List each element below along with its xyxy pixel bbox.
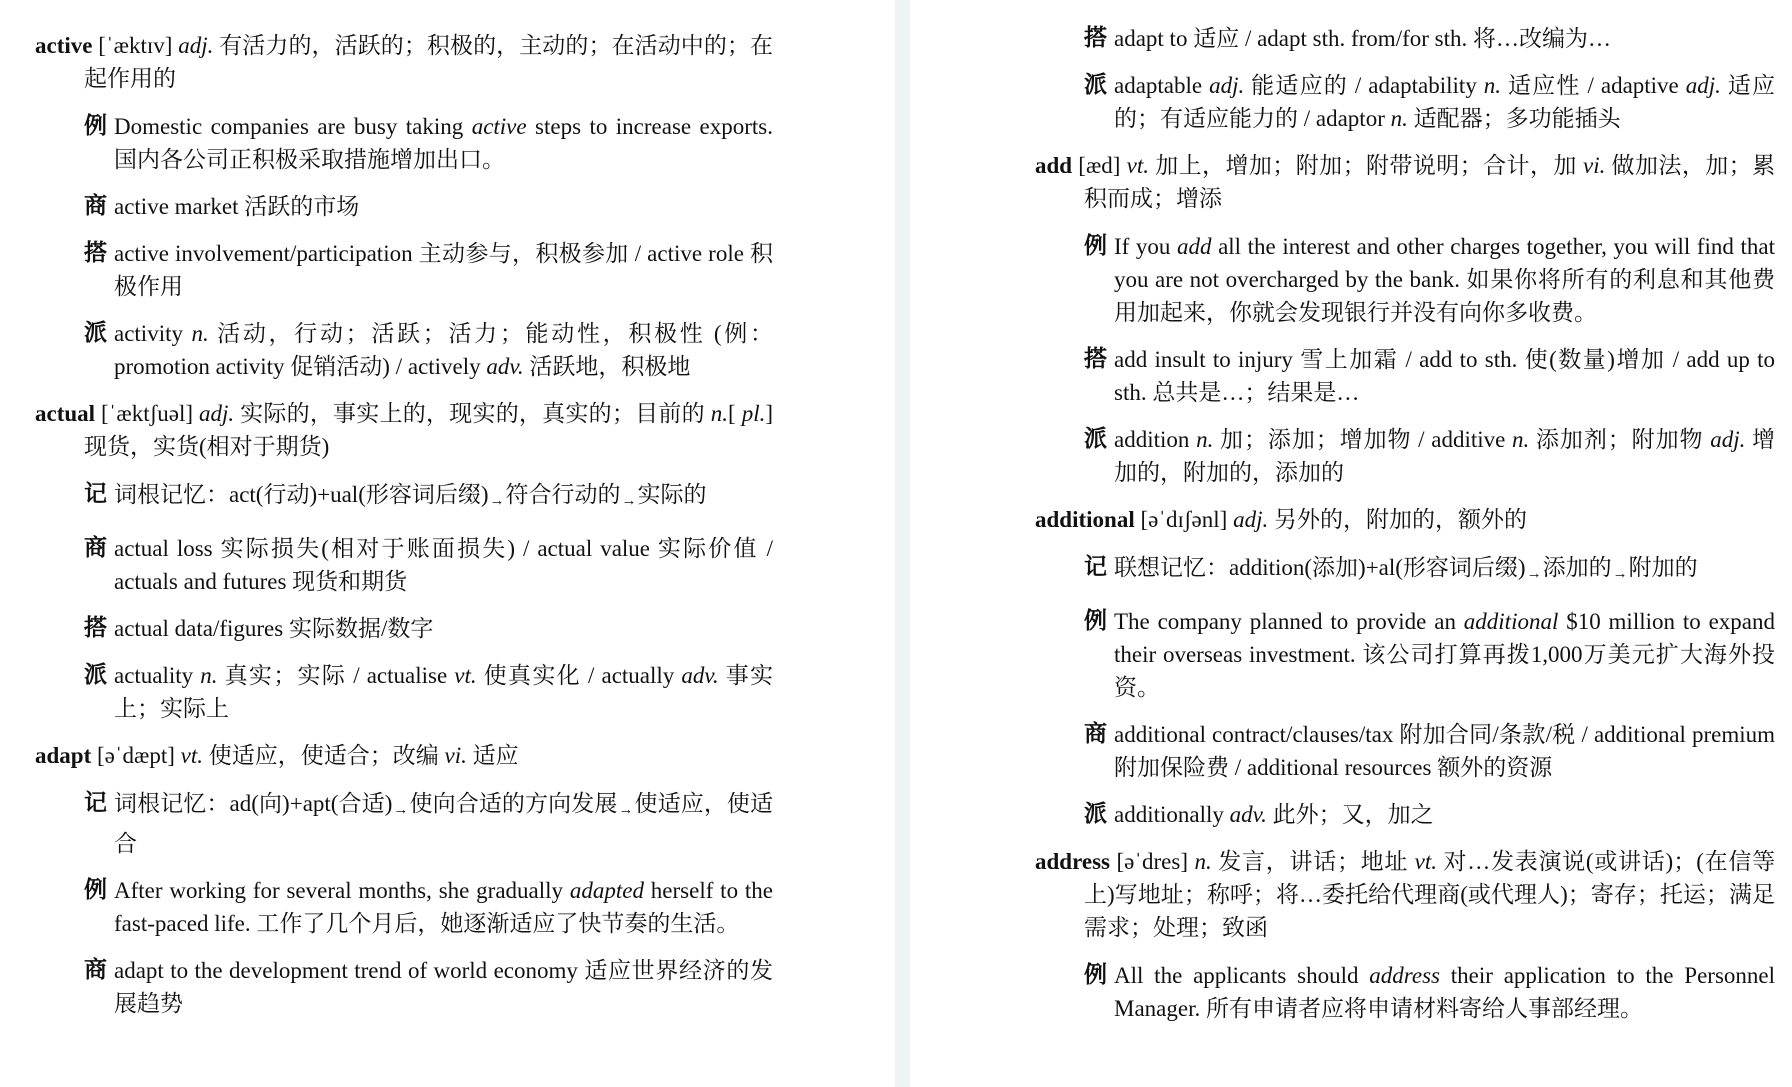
part-of-speech: vt.: [180, 743, 204, 768]
entry-block: [1035, 149, 1775, 489]
text-segment: their application to the Personnel Manager. 所有申请者应将申请材料寄给人事部经理。: [1114, 963, 1775, 1021]
text-segment: 使向合适的方向发展: [409, 791, 618, 816]
entry-block: [1035, 503, 1775, 831]
sense-label: 派: [84, 320, 107, 346]
sense-label: 派: [1084, 801, 1107, 827]
italic-segment: n.: [1512, 427, 1530, 452]
sense-business: [84, 954, 773, 1020]
sense-text: [1114, 234, 1775, 325]
sense-text: [1114, 802, 1434, 827]
sense-derivative: [1084, 423, 1775, 489]
italic-segment: adv.: [486, 354, 524, 379]
part-of-speech: n.: [710, 401, 729, 426]
entry-adapt: [35, 739, 773, 772]
text-segment: all the interest and other charges together, you will find that you are not overcharged by the bank. 如果你将所有的利息和其他费用加起来，你就会发现银行并没有向你多收费。: [1114, 234, 1776, 325]
sense-text: [1114, 609, 1775, 700]
sense-collocation: [1084, 343, 1775, 409]
sense-text: [114, 482, 707, 507]
text-segment: 联想记忆：addition(添加)+al(形容词后缀): [1114, 555, 1526, 580]
sense-example: [1084, 605, 1775, 704]
phonetic: [æd]: [1078, 153, 1121, 178]
sense-derivative: [84, 317, 773, 383]
text-segment: 添加的: [1542, 555, 1612, 580]
entry-block: [35, 29, 773, 383]
part-of-speech: vi.: [1583, 153, 1606, 178]
entry-block: [1035, 845, 1775, 1025]
right-page: [910, 0, 1792, 1087]
text-segment: herself to the fast-paced life. 工作了几个月后，她逐渐适应了快节奏的生活。: [114, 878, 773, 936]
text-segment: activity: [114, 321, 192, 346]
text-segment: The company planned to provide an: [1114, 609, 1464, 634]
part-of-speech: n.: [1194, 849, 1212, 874]
text-segment: Domestic companies are busy taking: [114, 114, 472, 139]
headword: additional: [1035, 507, 1135, 532]
text-segment: 符合行动的: [505, 482, 621, 507]
sense-business: [1084, 718, 1775, 784]
part-of-speech: vt.: [1126, 153, 1149, 178]
phonetic: [əˈdɪʃənl]: [1140, 507, 1228, 532]
text-segment: 能适应的 / adaptability: [1244, 73, 1484, 98]
sense-text: [1114, 427, 1775, 485]
sense-collocation: [84, 237, 773, 303]
sense-memory: [84, 787, 773, 860]
sense-label: 搭: [84, 240, 107, 266]
text-segment: 适应的；有适应能力的 / adaptor: [1114, 73, 1776, 131]
text-segment: actual loss 实际损失(相对于账面损失) / actual value 实际价值 / actuals and futures 现货和期货: [114, 536, 773, 594]
text-segment: actual data/figures 实际数据/数字: [114, 616, 434, 641]
definition: 使适应，使适合；改编: [208, 743, 439, 768]
part-of-speech: adj.: [178, 33, 214, 58]
sense-label: 商: [84, 193, 107, 219]
sense-text: [1114, 963, 1775, 1021]
text-segment: steps to increase exports. 国内各公司正积极采取措施增加出口。: [114, 114, 773, 172]
sense-text: [114, 321, 773, 379]
part-of-speech: pl.: [741, 401, 766, 426]
arrow-icon: →: [621, 493, 637, 509]
arrow-icon: →: [1612, 566, 1628, 582]
sense-label: 商: [84, 535, 107, 561]
text-segment: adapt to 适应 / adapt sth. from/for sth. 将…改编为…: [1114, 26, 1611, 51]
definition: 加上，增加；附加；附带说明；合计，加: [1155, 153, 1577, 178]
sense-text: [114, 114, 773, 172]
entry-block: [35, 739, 773, 1020]
sense-label: 例: [1084, 962, 1107, 988]
sense-text: [1114, 73, 1775, 131]
sense-label: 例: [1084, 608, 1107, 634]
part-of-speech: adj.: [1233, 507, 1269, 532]
definition: 发言，讲话；地址: [1218, 849, 1409, 874]
arrow-icon: →: [1526, 566, 1542, 582]
entry-block: [35, 397, 773, 725]
text-segment: 使适应，使适合: [114, 791, 774, 856]
sense-text: [114, 241, 773, 299]
sense-derivative: [1084, 798, 1775, 831]
sense-derivative: [1084, 69, 1775, 135]
italic-segment: adv.: [1229, 802, 1267, 827]
text-segment: 附加的: [1628, 555, 1698, 580]
definition: [: [728, 401, 736, 426]
definition: 另外的，附加的，额外的: [1273, 507, 1527, 532]
left-page: [0, 0, 895, 1087]
text-segment: adaptable: [1114, 73, 1210, 98]
text-segment: 真实；实际 / actualise: [217, 663, 455, 688]
text-segment: All the applicants should: [1114, 963, 1370, 988]
entry-additional: [1035, 503, 1775, 536]
left-page-content: [35, 29, 773, 1020]
sense-label: 派: [84, 662, 107, 688]
phonetic: [əˈdæpt]: [97, 743, 175, 768]
text-segment: 实际的: [637, 482, 707, 507]
text-segment: 活跃地，积极地: [523, 354, 691, 379]
italic-segment: active: [471, 114, 527, 139]
headword: add: [1035, 153, 1073, 178]
entry-address: [1035, 845, 1775, 944]
sense-text: [114, 791, 773, 856]
sense-label: 例: [84, 877, 107, 903]
text-segment: addition: [1114, 427, 1197, 452]
sense-text: [114, 194, 359, 219]
sense-label: 搭: [1084, 25, 1107, 51]
entry-actual: [35, 397, 773, 463]
sense-label: 派: [1084, 72, 1107, 98]
sense-memory: [84, 478, 773, 518]
text-segment: additional contract/clauses/tax 附加合同/条款/税 / additional premium 附加保险费 / additional resources 额外的资源: [1114, 722, 1775, 780]
sense-business: [84, 532, 773, 598]
italic-segment: adj.: [1209, 73, 1245, 98]
sense-example: [1084, 959, 1775, 1025]
arrow-icon: →: [618, 802, 634, 818]
definition: 做加法，加；累积而成；增添: [1084, 153, 1776, 211]
sense-text: [1114, 347, 1775, 405]
sense-label: 搭: [1084, 346, 1107, 372]
entry-active: [35, 29, 773, 95]
sense-memory: [1084, 551, 1775, 591]
italic-segment: n.: [1390, 106, 1408, 131]
italic-segment: additional: [1463, 609, 1559, 634]
definition: 有活力的，活跃的；积极的，主动的；在活动中的；在起作用的: [84, 33, 773, 91]
definition: 实际的，事实上的，现实的，真实的；目前的: [240, 401, 705, 426]
text-segment: 此外；又，加之: [1266, 802, 1434, 827]
text-segment: 活动，行动；活跃；活力；能动性，积极性 (例：promotion activity 促销活动) / actively: [114, 321, 773, 379]
italic-segment: adj.: [1710, 427, 1746, 452]
sense-label: 商: [1084, 721, 1107, 747]
sense-label: 记: [84, 790, 107, 816]
sense-label: 例: [1084, 233, 1107, 259]
entry-add: [1035, 149, 1775, 215]
sense-text: [114, 958, 773, 1016]
text-segment: 事实上；实际上: [114, 663, 774, 721]
sense-text: [114, 616, 433, 641]
text-segment: 词根记忆：ad(向)+apt(合适): [114, 791, 393, 816]
italic-segment: adj.: [1685, 73, 1721, 98]
text-segment: active market 活跃的市场: [114, 194, 360, 219]
arrow-icon: →: [393, 802, 409, 818]
definition: 对…发表演说(或讲话)；(在信等上)写地址；称呼；将…委托给代理商(或代理人)；寄存；托运；满足需求；处理；致函: [1084, 849, 1776, 940]
part-of-speech: vi.: [444, 743, 467, 768]
sense-label: 搭: [84, 615, 107, 641]
sense-label: 记: [1084, 554, 1107, 580]
right-page-content: [1035, 22, 1775, 1025]
sense-business: [84, 190, 773, 223]
text-segment: 加；添加；增加物 / additive: [1213, 427, 1513, 452]
text-segment: After working for several months, she gradually: [114, 878, 570, 903]
headword: active: [35, 33, 93, 58]
sense-derivative: [84, 659, 773, 725]
italic-segment: adv.: [681, 663, 719, 688]
sense-label: 记: [84, 481, 107, 507]
sense-collocation: [1084, 22, 1775, 55]
text-segment: active involvement/participation 主动参与，积极参加 / active role 积极作用: [114, 241, 773, 299]
page-gutter: [895, 0, 910, 1087]
arrow-icon: →: [489, 493, 505, 509]
text-segment: additionally: [1114, 802, 1230, 827]
text-segment: 添加剂；附加物: [1529, 427, 1711, 452]
sense-label: 商: [84, 957, 107, 983]
phonetic: [ˈæktʃuəl]: [101, 401, 194, 426]
text-segment: 词根记忆：act(行动)+ual(形容词后缀): [114, 482, 489, 507]
text-segment: 增加的，附加的，添加的: [1114, 427, 1776, 485]
italic-segment: n.: [1196, 427, 1214, 452]
italic-segment: n.: [191, 321, 209, 346]
part-of-speech: vt.: [1414, 849, 1438, 874]
sense-text: [1114, 722, 1775, 780]
text-segment: 适配器；多功能插头: [1407, 106, 1621, 131]
sense-example: [84, 110, 773, 176]
italic-segment: n.: [1483, 73, 1502, 98]
text-segment: actuality: [114, 663, 201, 688]
phonetic: [ˈæktɪv]: [98, 33, 173, 58]
sense-text: [114, 536, 773, 594]
italic-segment: n.: [200, 663, 218, 688]
phonetic: [əˈdres]: [1116, 849, 1189, 874]
sense-example: [1084, 230, 1775, 329]
italic-segment: add: [1177, 234, 1212, 259]
text-segment: 使真实化 / actually: [476, 663, 682, 688]
sense-text: [1114, 26, 1611, 51]
definition: ] 现货，实货(相对于期货): [84, 401, 774, 459]
sense-text: [1114, 555, 1698, 580]
text-segment: 适应性 / adaptive: [1501, 73, 1686, 98]
headword: address: [1035, 849, 1110, 874]
sense-label: 例: [84, 113, 107, 139]
text-segment: $10 million to expand their overseas investment. 该公司打算再拨1,000万美元扩大海外投资。: [1114, 609, 1775, 700]
part-of-speech: adj.: [199, 401, 235, 426]
sense-label: 派: [1084, 426, 1107, 452]
sense-collocation: [84, 612, 773, 645]
headword: adapt: [35, 743, 92, 768]
headword: actual: [35, 401, 96, 426]
sense-example: [84, 874, 773, 940]
definition: 适应: [472, 743, 519, 768]
text-segment: If you: [1114, 234, 1177, 259]
italic-segment: vt.: [454, 663, 477, 688]
text-segment: add insult to injury 雪上加霜 / add to sth. 使(数量)增加 / add up to sth. 总共是…；结果是…: [1114, 347, 1775, 405]
sense-text: [114, 663, 773, 721]
text-segment: adapt to the development trend of world economy 适应世界经济的发展趋势: [114, 958, 773, 1016]
sense-text: [114, 878, 773, 936]
italic-segment: adapted: [569, 878, 644, 903]
italic-segment: address: [1369, 963, 1440, 988]
